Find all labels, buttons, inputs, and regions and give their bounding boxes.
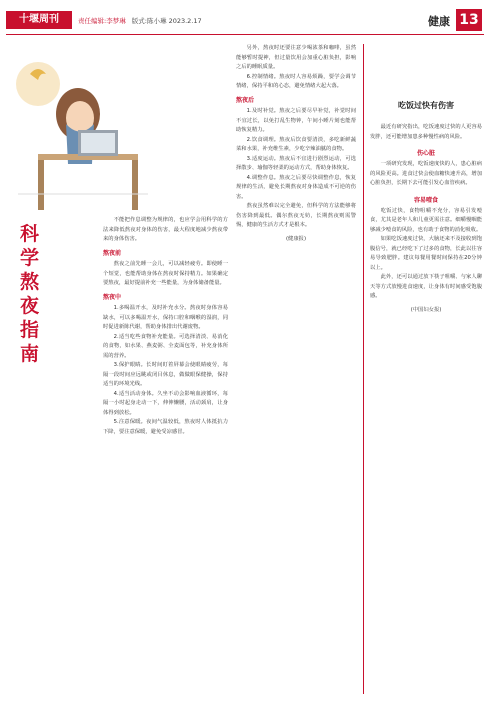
paragraph: 1.及时补觉。熬夜之后要尽早补觉，补觉时间不宜过长，以免打乱生物钟，午间小睡片刻也能帮助恢复精力。 (236, 108, 356, 133)
newspaper-logo: 十堰周刊 (6, 11, 72, 29)
paragraph: 3.适度运动。熬夜后不宜进行剧烈运动，可选择散步、瑜伽等轻柔的运动方式，帮助身体恢复。 (236, 155, 356, 171)
sidebar-title: 吃饭过快有伤害 (398, 101, 454, 110)
woman-at-laptop-illustration (8, 44, 153, 214)
subheading: 熬夜中 (103, 293, 122, 301)
layout-label: 版式:陈小琳 (131, 17, 167, 25)
sidebar-article (370, 44, 482, 698)
sidebar-paragraph: 如果吃饭速度过快，大脑还来不及接收到饱腹信号，就已经吃下了过多的食物，长此以往容易导致肥胖。建议每餐用餐时间保持在20分钟以上。 (370, 236, 482, 271)
sidebar-subheading: 容易噎食 (413, 196, 438, 204)
paragraph: 不能把作息调整为规律的，也应学会用科学的方法来降低熬夜对身体的伤害，最大程度地减少熬夜带来的身体伤害。 (103, 217, 228, 242)
paragraph: 6.控制情绪。熬夜时人容易烦躁，要学会调节情绪，保持平和的心态，避免情绪大起大落。 (236, 73, 356, 89)
paragraph: 另外，熬夜时还要注意少喝浓茶和咖啡，虽然能够暂时提神，但过量饮用会加重心脏负担，影响之后的睡眠质量。 (236, 45, 356, 70)
subheading: 熬夜前 (103, 249, 122, 257)
sidebar-intro: 最近有研究指出，吃饭速度过快的人更容易发胖，还可能增加患多种慢性病的风险。 (370, 124, 482, 140)
page-number: 13 (456, 9, 482, 31)
paragraph: 5.注意保暖。夜间气温较低，熬夜时人体抵抗力下降，要注意保暖，避免受凉感冒。 (103, 419, 228, 435)
paragraph: 4.适当活动身体。久坐不动会影响血液循环，每隔一小时起身走动一下，伸伸懒腰，活动颈肩，让身体得到放松。 (103, 390, 228, 416)
paragraph: 2.饮食调理。熬夜后饮食要清淡，多吃新鲜蔬菜和水果，补充维生素，少吃辛辣油腻的食物。 (236, 136, 356, 152)
issue-date: 2023.2.17 (168, 17, 202, 25)
section-name: 健康 (428, 15, 450, 28)
paragraph: 熬夜之前先睡一会儿，可以减轻疲劳。即使睡一个短觉，也能帮助身体在熬夜时保持精力。如果确定要熬夜，最好提前补充一些能量，为身体储备能量。 (103, 261, 228, 286)
header-rule (6, 34, 484, 35)
paragraph: 4.调整作息。熬夜之后要尽快调整作息，恢复规律的生活，避免长期熬夜对身体造成不可逆的伤害。 (236, 174, 356, 200)
paragraph: 2.适当吃些食物补充能量。可选择清淡、易消化的食物，如水果、燕麦粥、全麦面包等，补充身体所需的营养。 (103, 333, 228, 359)
paragraph: 1.多喝温开水，及时补充水分。熬夜时身体容易缺水，可以多喝温开水，保持口腔和咽喉的湿润，同时促进新陈代谢，帮助身体排出代谢废物。 (103, 305, 228, 330)
article-title: 科学熬夜指南 (20, 223, 40, 365)
article-column-1 (103, 216, 228, 698)
sidebar-paragraph: 吃饭过快，食物咀嚼不充分，容易引发噎食，尤其是老年人和儿童更需注意。细嚼慢咽能够减少噎食的风险，也有助于食物的消化吸收。 (370, 207, 482, 233)
paragraph: 3.保护眼睛。长时间盯着屏幕会使眼睛疲劳，每隔一段时间应远眺或闭目休息，做做眼保健操，保持适当的环境光线。 (103, 362, 228, 387)
column-divider (363, 44, 364, 694)
editor-label: 责任编辑:李梦琳 (78, 17, 126, 25)
paragraph: 熬夜虽然难以完全避免，但科学的方法能够将伤害降到最低。偶尔熬夜无妨，长期熬夜则需警惕，健康的生活方式才是根本。 (236, 203, 356, 228)
article-column-2 (236, 44, 356, 700)
sidebar-sections (370, 148, 482, 302)
sidebar-subheading: 伤心脏 (416, 150, 435, 157)
sidebar-paragraph: 此外，还可以通过放下筷子咀嚼、与家人聊天等方式放慢进食速度，让身体有时间感受饱腹感。 (370, 274, 482, 299)
sidebar-paragraph: 一项研究发现，吃饭速度快的人，患心脏病的风险更高。进食过快会使血糖快速升高，增加心脏负担，长期下去可能引发心血管疾病。 (370, 161, 482, 186)
sidebar-source: (中国妇女报) (410, 306, 442, 313)
page-header (0, 0, 490, 40)
subheading: 熬夜后 (236, 96, 255, 104)
article-source: (健康报) (285, 235, 307, 242)
editor-info (78, 16, 202, 25)
